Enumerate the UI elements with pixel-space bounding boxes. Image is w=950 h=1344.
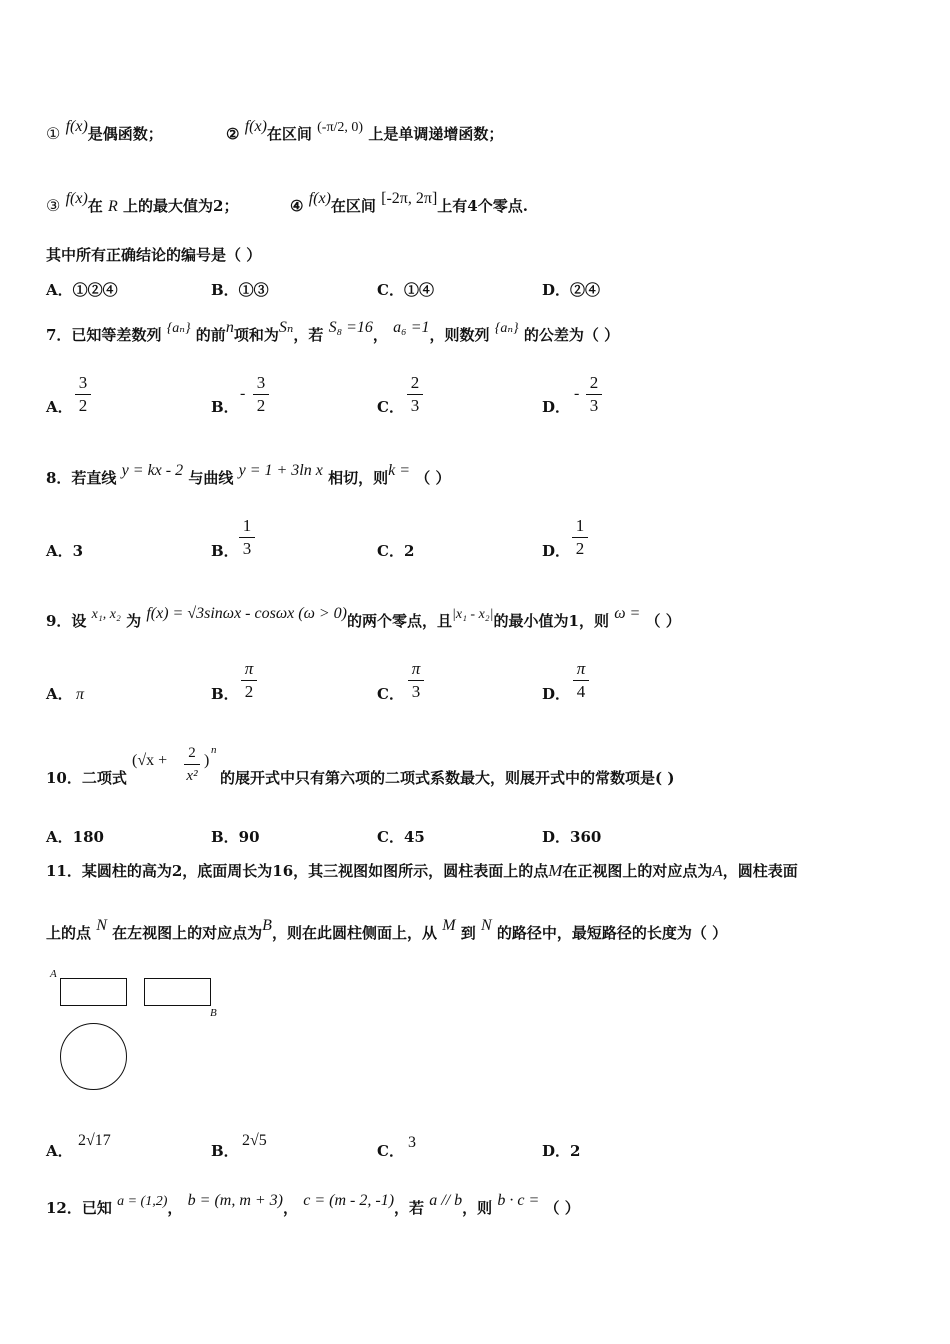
q7-option-c-label[interactable]: C．	[377, 398, 404, 416]
q10-stem: 的展开式中只有第六项的二项式系数最大，则展开式中的常数项是( )	[220, 769, 675, 787]
q8-option-a[interactable]: A．3	[46, 542, 84, 560]
q10-expression-open: (√x +	[132, 752, 168, 769]
q8-option-b-fraction: 1 3	[236, 515, 258, 560]
q12-stem: 12．已知 a = (1,2)， b = (m, m + 3)， c = (m - 2, -1)，若 a // b，则 b · c = （ ）	[46, 1192, 580, 1217]
side-view-rectangle	[144, 978, 211, 1006]
q7-option-d-sign: -	[574, 385, 580, 402]
q9-option-b-label[interactable]: B．	[211, 685, 239, 703]
q9-option-d-fraction: π 4	[570, 658, 592, 703]
q10-expression-exponent: n	[211, 744, 217, 756]
q8-option-c[interactable]: C．2	[377, 542, 415, 560]
q7-option-b-fraction: 3 2	[250, 372, 272, 417]
q7-option-b-label[interactable]: B．	[211, 398, 239, 416]
q9-option-a-value: π	[76, 686, 85, 703]
q10-expression-close: )	[204, 752, 210, 769]
q8-option-d-fraction: 1 2	[569, 515, 591, 560]
q11-stem-line2: 上的点 N 在左视图上的对应点为B，则在此圆柱侧面上，从 M 到 N 的路径中，最短路径的长度为（ ）	[46, 917, 728, 942]
front-view-rectangle	[60, 978, 127, 1006]
q10-stem-prefix: 10．二项式	[46, 769, 127, 787]
q9-stem: 9．设 x₁, x₂ 为 f(x) = √3sinωx - cosωx (ω > 0)的两个零点，且|x₁ - x₂|的最小值为1，则 ω = （ ）	[46, 605, 681, 630]
q11-option-a-value: 2√17	[78, 1132, 111, 1149]
figure-label-b: B	[210, 1007, 217, 1019]
q7-option-d-label[interactable]: D．	[542, 398, 571, 416]
q11-option-c-label[interactable]: C．	[377, 1142, 404, 1160]
q6-option-c[interactable]: C．①④	[377, 281, 434, 299]
q6-option-a[interactable]: A．①②④	[46, 281, 118, 299]
q7-option-a-label[interactable]: A．	[46, 398, 73, 416]
q8-option-b-label[interactable]: B．	[211, 542, 239, 560]
q6-option-b[interactable]: B．①③	[211, 281, 269, 299]
q9-option-b-fraction: π 2	[238, 658, 260, 703]
q10-option-c[interactable]: C．45	[377, 828, 425, 846]
q8-option-d-label[interactable]: D．	[542, 542, 571, 560]
top-view-circle	[60, 1023, 127, 1090]
q7-option-c-fraction: 2 3	[404, 372, 426, 417]
q10-option-b[interactable]: B．90	[211, 828, 260, 846]
figure-label-a: A	[50, 968, 57, 980]
q6-statement-1: ① f(x)是偶函数；	[46, 118, 163, 143]
q6-question: 其中所有正确结论的编号是（ ）	[46, 246, 262, 264]
q6-statement-4: ④ f(x)在区间 [-2π, 2π]上有4个零点.	[290, 190, 528, 215]
q11-option-d[interactable]: D．2	[542, 1142, 581, 1160]
q7-stem: 7．已知等差数列 {aₙ} 的前n项和为Sₙ，若 S₈ =16， a₆ =1，则数列 {aₙ} 的公差为（ ）	[46, 319, 620, 344]
q7-option-b-sign: -	[240, 385, 246, 402]
q6-statement-2: ② f(x)在区间 (-π/2, 0) 上是单调递增函数；	[226, 118, 504, 143]
q10-option-a[interactable]: A．180	[46, 828, 104, 846]
q9-option-a-label[interactable]: A．	[46, 685, 73, 703]
q11-stem-line1: 11．某圆柱的高为2，底面周长为16，其三视图如图所示，圆柱表面上的点M在正视图上的对应点为A，圆柱表面	[46, 861, 798, 880]
q9-option-c-fraction: π 3	[405, 658, 427, 703]
q10-expression-fraction: 2 x²	[181, 742, 203, 787]
q9-option-c-label[interactable]: C．	[377, 685, 404, 703]
q6-option-d[interactable]: D．②④	[542, 281, 601, 299]
q6-statement-3: ③ f(x)在 R 上的最大值为2；	[46, 190, 239, 215]
q8-stem: 8．若直线 y = kx - 2 与曲线 y = 1 + 3ln x 相切，则k = （ ）	[46, 462, 451, 487]
q11-option-c-value: 3	[408, 1134, 416, 1151]
q10-option-d[interactable]: D．360	[542, 828, 602, 846]
q7-option-a-fraction: 3 2	[72, 372, 94, 417]
q7-option-d-fraction: 2 3	[583, 372, 605, 417]
q9-option-d-label[interactable]: D．	[542, 685, 571, 703]
q11-option-b-label[interactable]: B．	[211, 1142, 239, 1160]
q11-option-a-label[interactable]: A．	[46, 1142, 73, 1160]
q11-option-b-value: 2√5	[242, 1132, 267, 1149]
